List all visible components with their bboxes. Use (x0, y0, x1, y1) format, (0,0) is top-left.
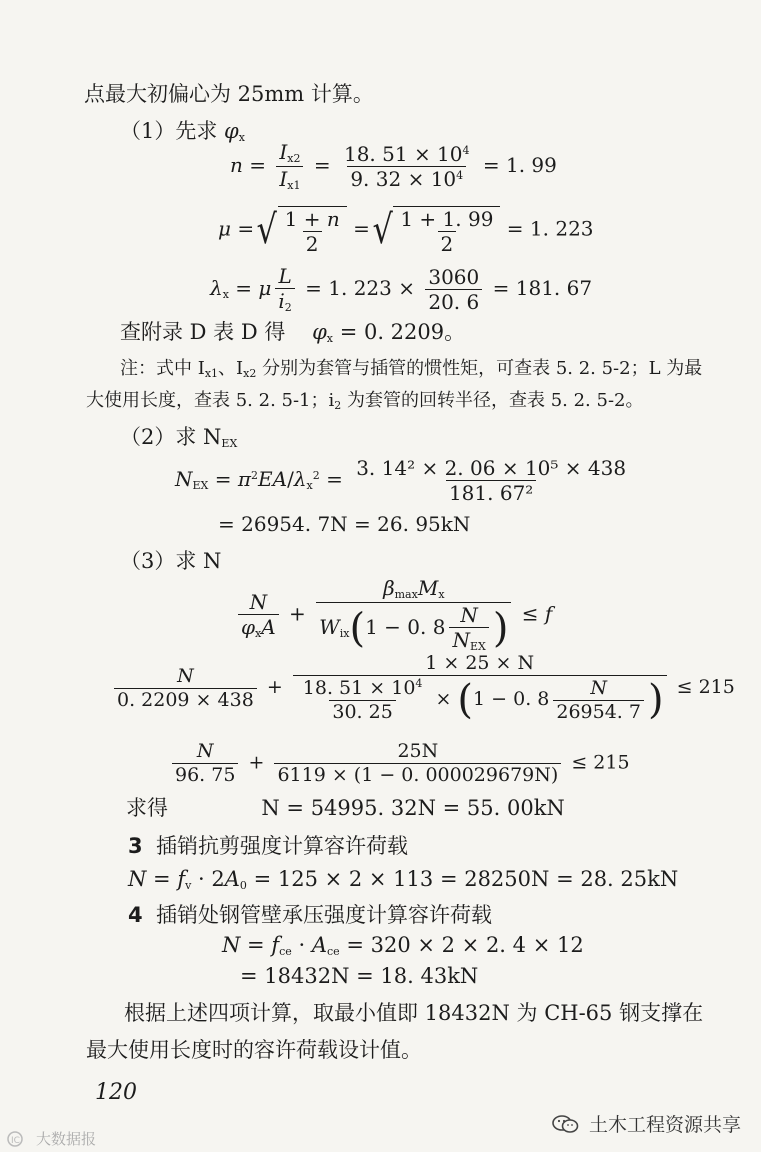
sub-numerator: 1 × 25 × N (425, 652, 535, 674)
n-result: = 1. 99 (482, 153, 557, 177)
note-text: 大使用长度，查表 5. 2. 5-1；i (86, 390, 335, 411)
equation-general: $\frac{N}{\varphi_xA}$ + $\beta_{max}M_x$ $W_{ix}(1 - 0$. 8 $\frac{N}{N_{EX}}$ ) ≤ f (234, 578, 552, 652)
equation-nex: $N_{EX} = \pi^2EA/\lambda_x^2$ = $\frac{\text{3. 14² × 2. 06 × 10⁵ × 438}}{\text{181. 67²}}$ (175, 458, 633, 503)
simp-denominator: 96. 75 (172, 763, 238, 785)
section-number: 3 (128, 834, 143, 858)
phi-symbol: φ (224, 119, 239, 143)
logo-icon (6, 1130, 32, 1148)
lambda-mid: = 1. 223 × (305, 276, 415, 300)
lambda-numerator: 3060 (428, 265, 480, 289)
bearing-value: = 320 × 2 × 2. 4 × 12 (346, 933, 584, 957)
subscript: EX (221, 437, 238, 450)
note-line-1: 注：式中 $I_{x1}$、$I_{x2}$ 分别为套管与插管的惯性矩，可查表 5. 2. 5-2；L 为最 (120, 358, 703, 380)
equation-bearing: $N = f_{ce} \cdot A_{ce} = 320 \times 2 \times 2$. 4 × 12 (222, 933, 584, 958)
section-number: 4 (128, 903, 143, 927)
conclusion-line-1: 根据上述四项计算，取最小值即 18432N 为 CH-65 钢支撑在 (124, 1001, 704, 1025)
result-value: N = 54995. 32N = 55. 00kN (261, 796, 565, 820)
section-title: 插销处钢管壁承压强度计算容许荷载 (155, 903, 492, 927)
section-title: 插销抗剪强度计算容许荷载 (155, 834, 408, 858)
wechat-icon (551, 1113, 581, 1135)
lambda-denominator: 20. 6 (425, 289, 482, 312)
step-heading-1 (120, 121, 245, 143)
equation-shear: $N = f_v \cdot 2A_0 = 125 \times 2 \times 113 = 28250N = 28$. 25kN (128, 867, 679, 892)
note-line-2: 大使用长度，查表 5. 2. 5-1；$i_2$ 为套管的回转半径，查表 5. 2. 5-2。 (86, 390, 644, 412)
source-watermark (6, 1128, 96, 1149)
shear-value: = 125 × 2 × 113 = 28250N = 28. 25kN (253, 867, 679, 891)
sub-denominator: 0. 2209 × 438 (114, 688, 257, 710)
equation-lambda: $\lambda_x = \mu$ $\frac{L}{i_2}$ = 1. 223 × $\frac{3060}{20. 6}$ = 181. 67 (210, 264, 593, 314)
mu-result: = 1. 223 (506, 216, 594, 241)
sub-inner-numerator: 18. 51 × 10 (302, 677, 416, 699)
equation-simplified: $\frac{N}{96. 75}$ + $\frac{25N}{6119 \times (1 - 0. 000029679N)}$ ≤ 215 (168, 742, 630, 785)
subscript: x (238, 131, 245, 144)
nex-denominator: 181. 67² (446, 480, 536, 503)
section-heading-4 (128, 905, 492, 926)
equation-substituted: $\frac{N}{0. 2209 \times 438}$ + 1 × 25 × N $\frac{18. 51 \times 10^4}{30. 25}$ × (1 − 0. 8 $\frac{N}{26954. 7}$ ) ≤ 215 (110, 654, 735, 722)
sub-inner-nex: 26954. 7 (553, 700, 644, 722)
lookup-label: 查附录 D 表 D 得 (120, 320, 286, 344)
note-text: 注：式中 I (120, 358, 205, 379)
note-text: 分别为套管与插管的惯性矩，可查表 5. 2. 5-2；L 为最 (256, 358, 703, 379)
mu-numerator: 1 + 1. 99 (400, 207, 494, 231)
simp-numerator: 25N (397, 740, 439, 762)
watermark-text: 土木工程资源共享 (588, 1114, 741, 1136)
lookup-line: 查附录 D 表 D 得 $\varphi_x = 0$. 2209。 (120, 320, 466, 345)
step-heading-2 (120, 427, 237, 449)
watermark-text: 大数据报 (36, 1130, 97, 1148)
conclusion-line-2: 最大使用长度时的容许荷载设计值。 (86, 1038, 422, 1062)
phi-symbol: φ (312, 320, 327, 344)
paragraph-line: 点最大初偏心为 25mm 计算。 (84, 82, 374, 106)
result-line (126, 798, 565, 819)
equation-nex-result: = 26954. 7N = 26. 95kN (218, 512, 471, 536)
lambda-result: = 181. 67 (492, 276, 593, 300)
step-label: （2）求 N (120, 425, 222, 449)
sub-rhs: ≤ 215 (676, 676, 735, 698)
simp-denominator-2: 6119 × (1 − 0. 000029679N) (274, 763, 561, 785)
note-text: 为套管的回转半径，查表 5. 2. 5-2。 (341, 390, 644, 411)
equation-n: n = $\frac{I_{x2}}{I_{x1}}$ = $\frac{18. 51 \times 10^4}{9. 32 \times 10^4}$ = 1. 99 (230, 140, 557, 192)
step-heading-3: （3）求 N (120, 549, 222, 573)
equation-mu: μ = √ $\frac{1 + n}{2}$ = √ $\frac{1 + 1. 99}{2}$ = 1. 223 (218, 207, 594, 256)
sub-inner-denominator: 30. 25 (329, 700, 395, 722)
n-denominator: 9. 32 × 10 (350, 167, 457, 191)
n-numerator: 18. 51 × 10 (343, 142, 463, 166)
nex-numerator: 3. 14² × 2. 06 × 10⁵ × 438 (356, 456, 627, 480)
svg-text:IC: IC (11, 1135, 20, 1146)
result-label: 求得 (126, 796, 168, 820)
section-heading-3 (128, 836, 408, 857)
simp-rhs: ≤ 215 (571, 751, 630, 774)
lookup-value: = 0. 2209。 (333, 320, 466, 344)
step-label: （1）先求 (120, 119, 225, 143)
note-text: 、I (218, 358, 244, 379)
equation-bearing-result: = 18432N = 18. 43kN (240, 964, 479, 988)
wechat-watermark (551, 1110, 741, 1137)
page-number: 120 (95, 1080, 137, 1105)
